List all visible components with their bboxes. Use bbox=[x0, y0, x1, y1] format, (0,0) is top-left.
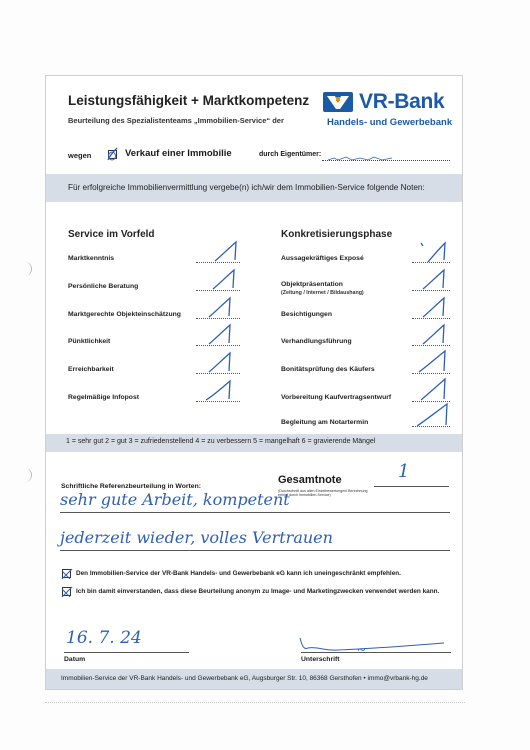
scan-edge bbox=[45, 702, 465, 703]
criterion-label: Vorbereitung Kaufvertragsentwurf bbox=[281, 394, 392, 401]
date-value: 16. 7. 24 bbox=[66, 628, 142, 648]
logo-name: VR-Bank bbox=[359, 90, 445, 113]
grade-mark bbox=[206, 296, 234, 324]
sale-checkbox[interactable] bbox=[108, 150, 117, 159]
reference-line[interactable] bbox=[60, 512, 450, 513]
reference-text-line-1: sehr gute Arbeit, kompetent bbox=[60, 490, 290, 509]
date-label: Datum bbox=[64, 656, 86, 663]
overall-grade-field[interactable] bbox=[374, 486, 449, 487]
grade-mark bbox=[416, 349, 448, 379]
grade-mark bbox=[206, 351, 234, 379]
punch-hole-mark bbox=[22, 468, 32, 482]
criterion-label: Besichtigungen bbox=[281, 311, 332, 318]
vr-logo-icon bbox=[323, 92, 353, 112]
signature-field[interactable] bbox=[301, 652, 451, 653]
criterion-label: Begleitung am Notartermin bbox=[281, 419, 369, 426]
recommend-checkbox[interactable] bbox=[62, 569, 71, 578]
anonymous-consent-text: Ich bin damit einverstanden, dass diese Beurteilung anonym zu Image- und Marketingzwecken verwendet werden kann. bbox=[76, 588, 440, 595]
criterion-note: (Zeitung / Internet / Bildaushang) bbox=[281, 290, 364, 296]
instruction-text: Für erfolgreiche Immobilienvermittlung vergebe(n) ich/wir dem Immobilien-Service folgende Noten: bbox=[68, 183, 425, 192]
overall-grade-value: 1 bbox=[398, 461, 410, 482]
grade-mark bbox=[420, 296, 448, 324]
criterion-label: Erreichbarkeit bbox=[68, 366, 114, 373]
rating-form bbox=[45, 75, 463, 690]
grading-legend: 1 = sehr gut 2 = gut 3 = zufriedenstellend 4 = zu verbessern 5 = mangelhaft 6 = gravierende Mängel bbox=[66, 438, 376, 445]
sale-type-text: Verkauf einer Immobilie bbox=[125, 148, 232, 159]
grade-mark bbox=[206, 323, 234, 351]
criterion-label: Marktkenntnis bbox=[68, 255, 115, 262]
criterion-label: Pünktlichkeit bbox=[68, 338, 111, 345]
grade-mark bbox=[210, 268, 238, 296]
punch-hole-mark bbox=[22, 262, 32, 276]
owner-field[interactable] bbox=[322, 160, 450, 161]
grade-mark bbox=[418, 240, 448, 268]
wegen-label: wegen bbox=[68, 151, 92, 160]
criterion-label: Objektpräsentation bbox=[281, 281, 343, 288]
criterion-label: Bonitätsprüfung des Käufers bbox=[281, 366, 375, 373]
recommend-text: Den Immobilien-Service der VR-Bank Handels- und Gewerbebank eG kann ich uneingeschränkt empfehlen. bbox=[76, 570, 401, 577]
footer-text: Immobilien-Service der VR-Bank Handels- und Gewerbebank eG, Augsburger Str. 10, 86368 Gersthofen • immo@vrbank-hg.de bbox=[61, 675, 428, 682]
form-title: Leistungsfähigkeit + Marktkompetenz bbox=[68, 93, 310, 108]
section-heading-konkretisierung: Konkretisierungsphase bbox=[281, 229, 393, 240]
date-field[interactable] bbox=[64, 652, 189, 653]
overall-grade-note: (Durchschnitt aus allen Einzelbewertungen/ Berechnung erfolgt durch Immobilien-Service) bbox=[278, 489, 368, 498]
reference-text-line-2: jederzeit wieder, volles Vertrauen bbox=[60, 528, 333, 547]
criterion-label: Regelmäßige Infopost bbox=[68, 394, 139, 401]
owner-label: durch Eigentümer: bbox=[259, 151, 322, 158]
grade-mark bbox=[420, 268, 448, 296]
criterion-label: Persönliche Beratung bbox=[68, 283, 139, 290]
reference-line[interactable] bbox=[60, 550, 450, 551]
grade-mark bbox=[420, 323, 448, 351]
form-subtitle: Beurteilung des Spezialistenteams „Immobilien-Service“ der bbox=[68, 116, 284, 125]
logo-subtitle: Handels- und Gewerbebank bbox=[327, 117, 453, 128]
criterion-label: Aussagekräftiges Exposé bbox=[281, 255, 364, 262]
overall-grade-label: Gesamtnote bbox=[278, 474, 342, 486]
reference-label: Schriftliche Referenzbeurteilung in Worten: bbox=[61, 483, 201, 490]
criterion-label: Verhandlungsführung bbox=[281, 338, 352, 345]
criterion-label: Marktgerechte Objekteinschätzung bbox=[68, 311, 181, 318]
section-heading-service: Service im Vorfeld bbox=[68, 229, 155, 240]
anonymous-consent-checkbox[interactable] bbox=[62, 587, 71, 596]
grade-mark bbox=[414, 401, 450, 433]
signature-label: Unterschrift bbox=[301, 656, 340, 663]
grade-mark bbox=[204, 379, 234, 407]
grade-mark bbox=[212, 240, 240, 268]
